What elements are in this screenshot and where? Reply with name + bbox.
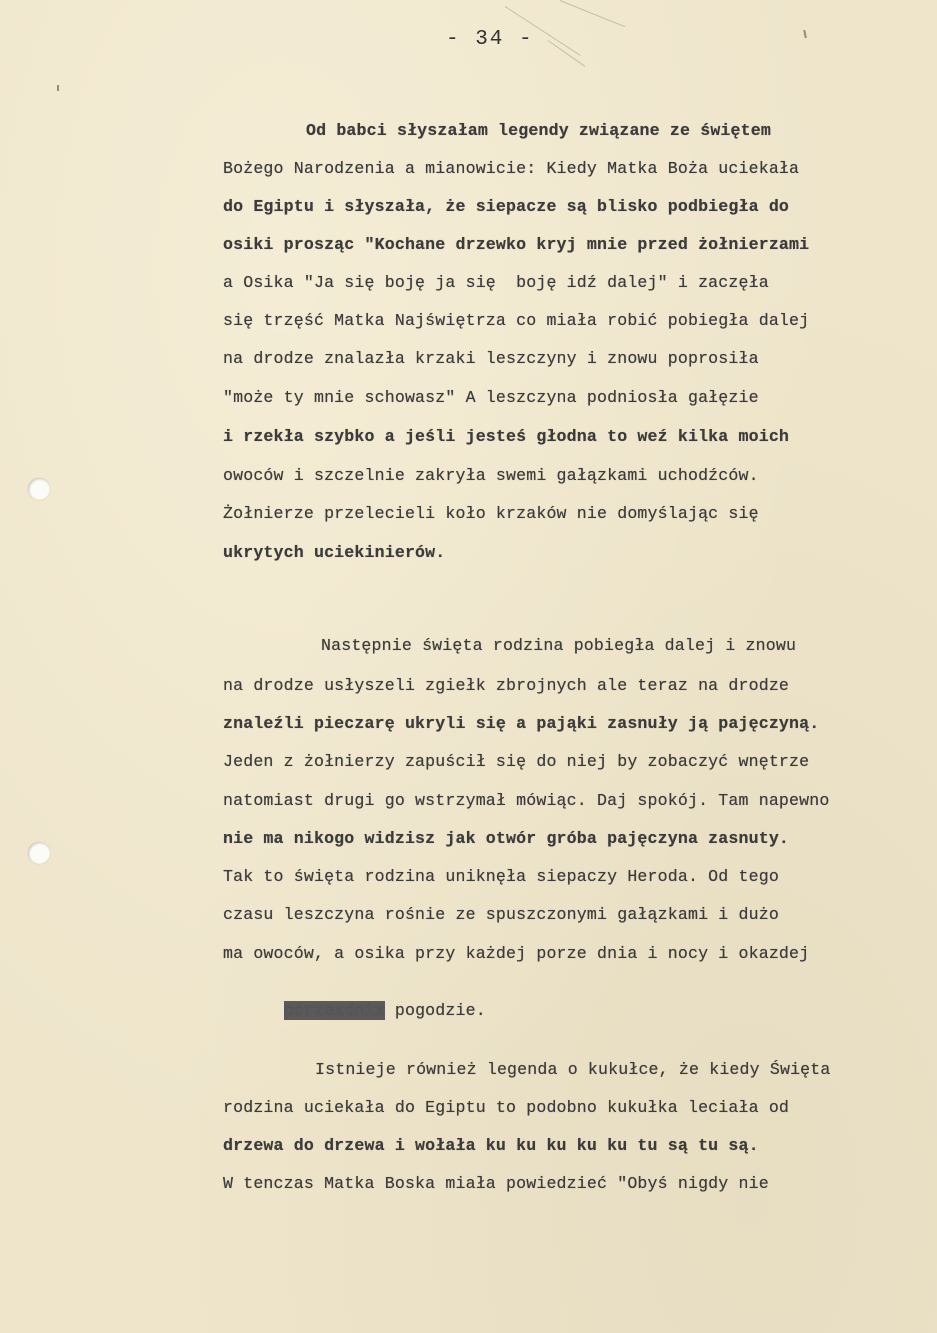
text-line: a Osika "Ja się boję ja się boję idź dalej" i zaczęła [223, 273, 769, 292]
text-line: Jeden z żołnierzy zapuścił się do niej by zobaczyć wnętrze [223, 752, 810, 771]
text-line: Istnieje również legenda o kukułce, że kiedy Święta [315, 1060, 831, 1079]
text-line: "może ty mnie schowasz" A leszczyna podniosła gałęzie [223, 388, 759, 407]
text-line: natomiast drugi go wstrzymał mówiąc. Daj spokój. Tam napewno [223, 791, 830, 810]
paper-crease [560, 0, 625, 27]
text-line: Bożego Narodzenia a mianowicie: Kiedy Matka Boża uciekała [223, 159, 800, 178]
text-line: znaleźli pieczarę ukryli się a pająki zasnuły ją pajęczyną. [223, 714, 820, 733]
text-line: nie ma nikogo widzisz jak otwór gróba pajęczyna zasnuty. [223, 829, 790, 848]
text-line: ukrytych uciekinierów. [223, 543, 446, 562]
text-line: rodzina uciekała do Egiptu to podobno kukułka leciała od [223, 1098, 790, 1117]
text-line: czasu leszczyna rośnie ze spuszczonymi gałązkami i dużo [223, 905, 779, 924]
text-line: Następnie święta rodzina pobiegła dalej i znowu [321, 636, 797, 655]
text-line: do Egiptu i słyszała, że siepacze są blisko podbiegła do [223, 197, 790, 216]
stray-mark [803, 30, 807, 38]
text-line: W tenczas Matka Boska miała powiedzieć "Obyś nigdy nie [223, 1174, 769, 1193]
text-line: owoców i szczelnie zakryła swemi gałązkami uchodźców. [223, 466, 759, 485]
text-line: i rzekła szybko a jeśli jesteś głodna to weź kilka moich [223, 427, 790, 446]
text-line: się trzęść Matka Najświętrza co miała robić pobiegła dalej [223, 311, 810, 330]
page-number: - 34 - [446, 28, 534, 51]
text-line: Tak to święta rodzina uniknęła siepaczy Heroda. Od tego [223, 867, 779, 886]
punch-hole-bottom [28, 842, 50, 864]
text-line: drzewa do drzewa i wołała ku ku ku ku ku tu są tu są. [223, 1136, 759, 1155]
text-line: ma owoców, a osika przy każdej porze dnia i nocy i okazdej [223, 944, 810, 963]
text-line: osiki prosząc "Kochane drzewko kryj mnie przed żołnierzami [223, 235, 810, 254]
punch-hole-top [28, 478, 50, 500]
struck-out-text: porzexdnix [283, 1001, 385, 1020]
text-line: Od babci słyszałam legendy związane ze świętem [306, 121, 771, 140]
text-line: na drodze usłyszeli zgiełk zbrojnych ale teraz na drodze [223, 676, 790, 695]
text-line: na drodze znalazła krzaki leszczyny i znowu poprosiła [223, 349, 759, 368]
text-line: Żołnierze przelecieli koło krzaków nie domyślając się [223, 504, 759, 523]
text-line-final [223, 982, 486, 1039]
stray-mark [57, 85, 59, 91]
text-span: pogodzie. [384, 1001, 486, 1020]
